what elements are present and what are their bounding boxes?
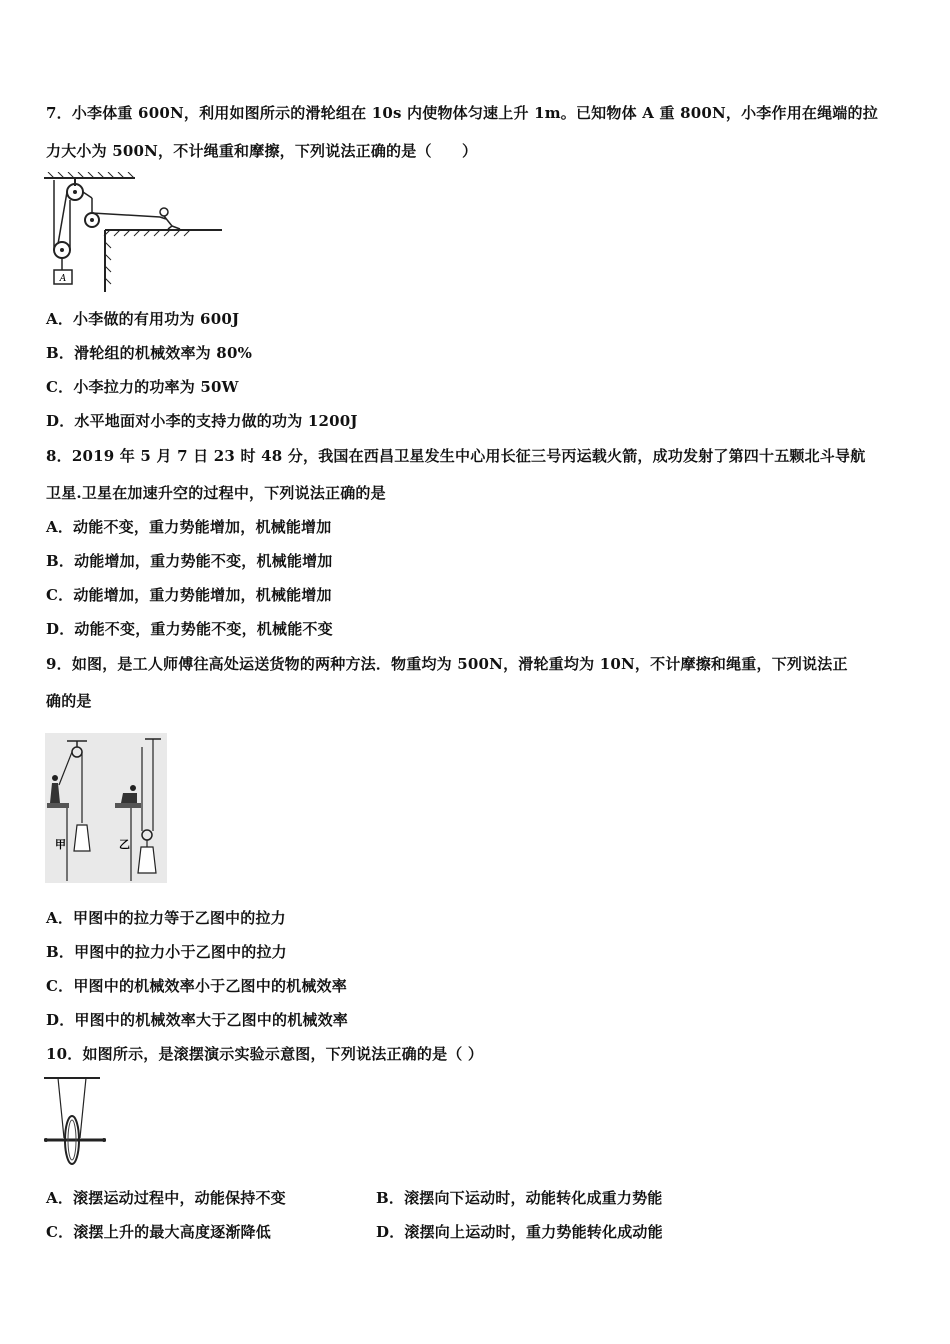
q10-stem: 10．如图所示，是滚摆演示实验示意图，下列说法正确的是（ ） xyxy=(46,1045,484,1063)
q10-option-a: A．滚摆运动过程中，动能保持不变 xyxy=(46,1189,286,1207)
q7-option-c: C．小李拉力的功率为 50W xyxy=(46,378,239,396)
q10-option-b: B．滚摆向下运动时，动能转化成重力势能 xyxy=(376,1189,663,1207)
q8-option-c: C．动能增加，重力势能增加，机械能增加 xyxy=(46,586,332,604)
q7-stem-line1: 7．小李体重 600N，利用如图所示的滑轮组在 10s 内使物体匀速上升 1m。已知物体 A 重 800N，小李作用在绳端的拉 xyxy=(46,104,878,122)
q8-stem-line2: 卫星.卫星在加速升空的过程中，下列说法正确的是 xyxy=(46,484,386,502)
pulley-system-figure xyxy=(40,172,230,292)
q7-option-d: D．水平地面对小李的支持力做的功为 1200J xyxy=(46,412,358,430)
q9-stem-line1: 9．如图，是工人师傅往高处运送货物的两种方法．物重均为 500N，滑轮重均为 10N，不计摩擦和绳重，下列说法正 xyxy=(46,655,848,673)
q7-option-b: B．滑轮组的机械效率为 80% xyxy=(46,344,253,362)
box-a-label: A xyxy=(59,274,67,284)
q8-option-b: B．动能增加，重力势能不变，机械能增加 xyxy=(46,552,333,570)
q10-option-d: D．滚摆向上运动时，重力势能转化成动能 xyxy=(376,1223,663,1241)
q8-stem-line1: 8．2019 年 5 月 7 日 23 时 48 分，我国在西昌卫星发生中心用长征三号丙运载火箭，成功发射了第四十五颗北斗导航 xyxy=(46,447,866,465)
q9-option-b: B．甲图中的拉力小于乙图中的拉力 xyxy=(46,943,287,961)
q7-stem-line2: 力大小为 500N，不计绳重和摩擦，下列说法正确的是（ ） xyxy=(46,142,478,160)
hoisting-methods-figure xyxy=(45,733,167,883)
q9-option-d: D．甲图中的机械效率大于乙图中的机械效率 xyxy=(46,1011,349,1029)
q9-option-c: C．甲图中的机械效率小于乙图中的机械效率 xyxy=(46,977,347,995)
q7-option-a: A．小李做的有用功为 600J xyxy=(46,310,240,328)
q9-option-a: A．甲图中的拉力等于乙图中的拉力 xyxy=(46,909,286,927)
q8-option-d: D．动能不变，重力势能不变，机械能不变 xyxy=(46,620,333,638)
figure-label-jia: 甲 xyxy=(55,838,66,851)
q10-option-c: C．滚摆上升的最大高度逐渐降低 xyxy=(46,1223,271,1241)
maxwell-wheel-figure xyxy=(42,1076,112,1172)
figure-label-yi: 乙 xyxy=(119,838,130,851)
q8-option-a: A．动能不变，重力势能增加，机械能增加 xyxy=(46,518,332,536)
q9-stem-line2: 确的是 xyxy=(46,692,92,710)
